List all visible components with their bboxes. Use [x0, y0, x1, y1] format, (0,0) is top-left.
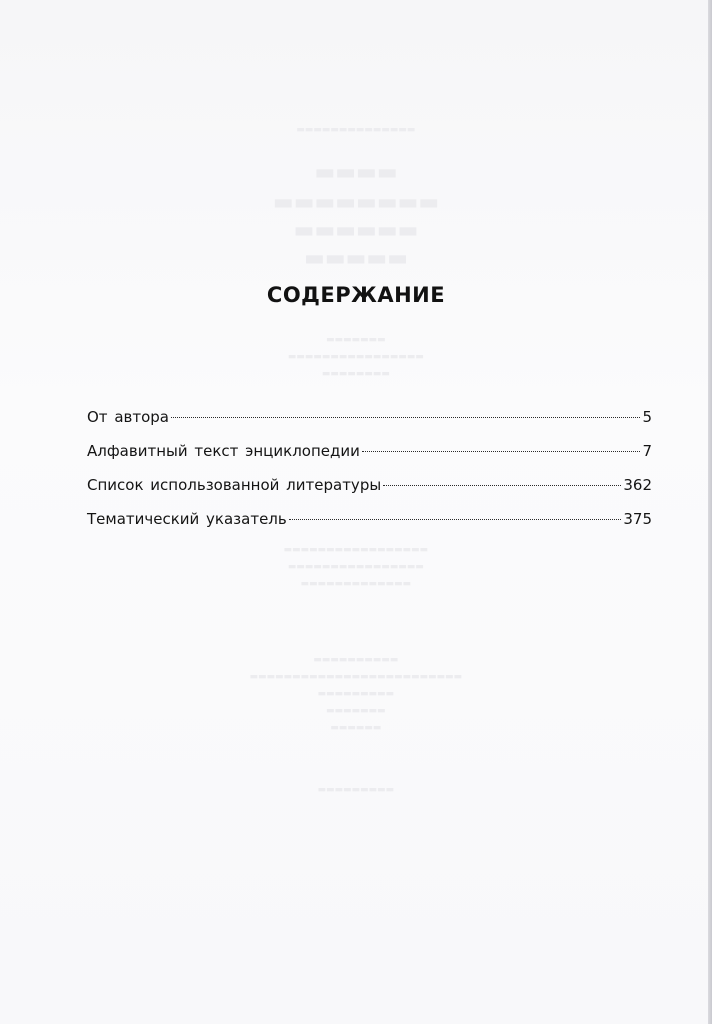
toc-entry-alphabetical-text — [87, 434, 652, 468]
toc-leader-dots — [171, 417, 640, 418]
toc-entry-label: Тематический указатель — [87, 510, 287, 528]
toc-entry-page: 7 — [642, 442, 652, 460]
toc-entry-label: Список использованной литературы — [87, 476, 382, 494]
toc-leader-dots — [289, 519, 622, 520]
toc-entry-thematic-index — [87, 502, 652, 536]
page-edge-shadow — [708, 0, 712, 1024]
toc-entry-label: Алфавитный текст энциклопедии — [87, 442, 360, 460]
table-of-contents — [87, 400, 652, 536]
toc-leader-dots — [362, 451, 641, 452]
toc-entry-page: 362 — [623, 476, 652, 494]
page-title: СОДЕРЖАНИЕ — [266, 283, 446, 307]
toc-leader-dots — [383, 485, 621, 486]
bleed-through-background: ▬▬▬▬▬▬▬▬▬▬▬▬▬▬ ▬▬▬▬ ▬▬▬▬▬▬▬▬ ▬▬▬▬▬▬ ▬▬▬▬▬ ▬▬▬▬▬▬▬ ▬▬▬▬▬▬▬▬▬▬▬▬▬▬▬▬ ▬▬▬▬▬▬▬▬ ▬▬▬▬▬▬▬▬▬▬▬▬▬▬▬▬▬ ▬▬▬▬▬▬▬▬▬▬▬▬▬▬▬▬ ▬▬▬▬▬▬▬▬▬▬▬▬▬ ▬▬▬▬▬▬▬▬▬▬ ▬▬▬▬▬▬▬▬▬▬▬▬▬▬▬▬▬▬▬▬▬▬▬▬▬ ▬▬▬▬▬▬▬▬▬ ▬▬▬▬▬▬▬ ▬▬▬▬▬▬ ▬▬▬▬▬▬▬▬▬ — [249, 125, 463, 795]
toc-entry-page: 5 — [642, 408, 652, 426]
toc-entry-label: От автора — [87, 408, 169, 426]
toc-entry-page: 375 — [623, 510, 652, 528]
toc-entry-bibliography — [87, 468, 652, 502]
toc-entry-from-author — [87, 400, 652, 434]
